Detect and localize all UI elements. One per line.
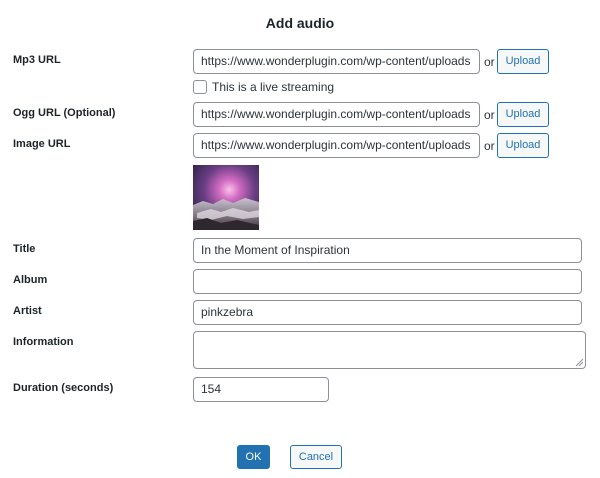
mp3-url-label: Mp3 URL [13, 54, 61, 66]
image-url-label: Image URL [13, 138, 71, 150]
album-input[interactable] [193, 269, 582, 294]
image-url-input[interactable]: https://www.wonderplugin.com/wp-content/uploads [193, 133, 480, 158]
information-label: Information [13, 336, 74, 348]
duration-input[interactable]: 154 [193, 377, 329, 402]
mp3-or-text: or [484, 55, 495, 69]
image-thumbnail [193, 165, 259, 230]
ogg-or-text: or [484, 108, 495, 122]
live-streaming-checkbox[interactable] [193, 80, 207, 94]
duration-label: Duration (seconds) [13, 382, 114, 394]
information-textarea[interactable] [193, 331, 586, 369]
ogg-url-label: Ogg URL (Optional) [13, 107, 116, 119]
cancel-button[interactable]: Cancel [290, 445, 342, 469]
ok-button[interactable]: OK [237, 445, 270, 469]
dialog-title: Add audio [265, 15, 335, 31]
artist-input[interactable]: pinkzebra [193, 300, 582, 325]
title-label: Title [13, 243, 36, 255]
title-input[interactable]: In the Moment of Inspiration [193, 238, 582, 263]
album-label: Album [13, 274, 48, 286]
artist-label: Artist [13, 305, 42, 317]
resize-grip-icon[interactable] [575, 358, 583, 366]
ogg-upload-button[interactable]: Upload [497, 102, 549, 127]
mp3-url-input[interactable]: https://www.wonderplugin.com/wp-content/uploads [193, 49, 480, 74]
mp3-upload-button[interactable]: Upload [497, 49, 549, 74]
image-or-text: or [484, 139, 495, 153]
image-upload-button[interactable]: Upload [497, 133, 549, 158]
live-streaming-label: This is a live streaming [212, 80, 335, 94]
ogg-url-input[interactable]: https://www.wonderplugin.com/wp-content/uploads [193, 102, 480, 127]
